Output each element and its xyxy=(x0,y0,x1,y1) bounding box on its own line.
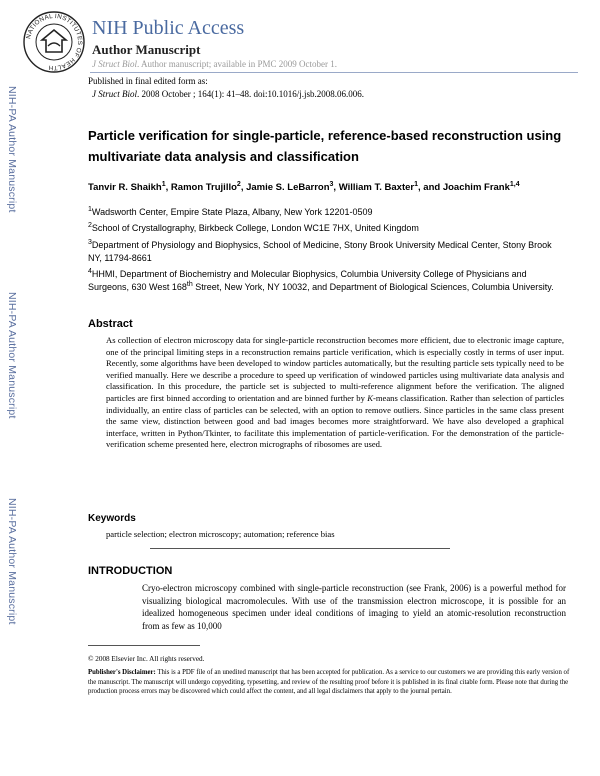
header-divider xyxy=(90,72,578,73)
author-name: Tanvir R. Shaikh xyxy=(88,182,162,193)
author-name: Jamie S. LeBarron xyxy=(246,182,330,193)
introduction-heading: INTRODUCTION xyxy=(88,565,173,577)
logo-ring-text: NATIONAL INSTITUTES OF HEALTH xyxy=(25,12,84,72)
affiliation-1 xyxy=(88,206,558,219)
sidebar-label-top: NIH-PA Author Manuscript xyxy=(6,86,18,213)
nih-public-access-title: NIH Public Access xyxy=(92,17,245,39)
author-affiliation-mark: 1,4 xyxy=(509,180,520,188)
affiliation-number: 2 xyxy=(88,222,92,229)
paper-title: Particle verification for single-particle, reference-based reconstruction using multivariate data analysis and classification xyxy=(88,128,562,164)
copyright-notice: © 2008 Elsevier Inc. All rights reserved. xyxy=(88,655,205,663)
introduction-body: Cryo-electron microscopy combined with single-particle reconstruction (see Frank, 2006) is a powerful method for visualizing biological macromolecules. With use of the transmission electron microscope, it is possible for an idealized homogeneous specimen under ideal conditions of imaging to yield an atomic-resolution reconstruction from as few as 10,000 xyxy=(142,583,566,631)
header-journal-abbrev: J Struct Biol xyxy=(92,59,137,69)
affiliation-text: School of Crystallography, Birkbeck College, London WC1E 7HX, United Kingdom xyxy=(91,223,419,233)
affiliation-number: 4 xyxy=(88,268,92,275)
affiliation-3 xyxy=(88,239,558,265)
affiliation-4 xyxy=(88,268,558,294)
header-journal-note xyxy=(92,59,337,69)
publication-journal: J Struct Biol xyxy=(92,89,137,99)
affiliation-text: Department of Physiology and Biophysics, School of Medicine, Stony Brook University Medical Center, Stony Brook NY, 11794-8661 xyxy=(88,240,552,263)
footnote-divider xyxy=(88,645,200,646)
keywords-divider xyxy=(150,548,450,549)
abstract-text-continued: -means classification. Rather than selection of particles individually, an entire class of particles can be selected, with an option to remove outliers. Since particles in the same class present the same view, distinction between good and bad images becomes more straightforward. We have also developed a graphical interface, written in Python/Tkinter, to facilitate this implementation of particle-verification. For the demonstration of the particle-verification scheme presented here, electron micrographs of ribosomes are used. xyxy=(106,392,565,450)
abstract-text: As collection of electron microscopy data for single-particle reconstruction becomes more efficient, due to electronic image capture, one of the principal limiting steps in a reconstruction remains particle verification, which is especially costly in terms of user input. Recently, some algorithms have been developed to window particles automatically, but the resulting particle sets typically need to be verified manually. Here we describe a procedure to speed up verification of windowed particles using multivariate data analysis and classification. In this procedure, the particle set is subjected to multi-reference alignment before the verification. The aligned particles are first binned according to orientation and are binned further by xyxy=(106,335,564,403)
svg-text:NATIONAL INSTITUTES OF HEALTH xyxy=(25,13,83,71)
sidebar-label-bottom: NIH-PA Author Manuscript xyxy=(6,498,18,625)
disclaimer-text: This is a PDF file of an unedited manuscript that has been accepted for publication. As a service to our customers we are providing this early version of the manuscript. The manuscript will undergo copyediting, typesetting, and review of the resulting proof before it is published in its final citable form. Please note that during the production process errors may be discovered which could affect the content, and all legal disclaimers that apply to the journal pertain. xyxy=(88,669,570,696)
author-affiliation-mark: 1 xyxy=(161,180,166,188)
publication-details: . 2008 October ; 164(1): 41–48. doi:10.1016/j.jsb.2008.06.006. xyxy=(137,89,364,99)
abstract-italic-k: K xyxy=(367,392,373,403)
abstract-body xyxy=(106,335,564,451)
affiliation-number: 3 xyxy=(88,239,92,246)
publication-citation xyxy=(92,89,364,99)
keywords-list: particle selection; electron microscopy; automation; reference bias xyxy=(106,529,335,539)
author-affiliation-mark: 1 xyxy=(414,180,419,188)
author-name: William T. Baxter xyxy=(338,182,415,193)
author-separator: , and xyxy=(418,182,443,193)
publisher-disclaimer xyxy=(88,668,576,697)
affiliation-text: Wadsworth Center, Empire State Plaza, Albany, New York 12201-0509 xyxy=(91,207,373,217)
keywords-heading: Keywords xyxy=(88,513,136,524)
author-name: Ramon Trujillo xyxy=(170,182,237,193)
author-manuscript-label: Author Manuscript xyxy=(92,42,201,57)
author-separator: , xyxy=(240,182,247,193)
author-list xyxy=(88,181,558,194)
author-affiliation-mark: 2 xyxy=(236,180,241,188)
published-in-label: Published in final edited form as: xyxy=(88,76,208,86)
author-affiliation-mark: 3 xyxy=(329,180,334,188)
sidebar-label-middle: NIH-PA Author Manuscript xyxy=(6,292,18,419)
disclaimer-label: Publisher's Disclaimer: xyxy=(88,669,156,676)
abstract-heading: Abstract xyxy=(88,318,133,330)
author-separator: , xyxy=(165,182,171,193)
ordinal-suffix: th xyxy=(186,281,193,288)
nih-logo-icon xyxy=(22,10,86,74)
affiliation-text-continued: Street, New York, NY 10032, and Department of Biological Sciences, Columbia University. xyxy=(192,282,554,292)
affiliation-2 xyxy=(88,222,558,235)
affiliation-number: 1 xyxy=(88,206,92,213)
affiliation-text: HHMI, Department of Biochemistry and Molecular Biophysics, Columbia University College of Physicians and Surgeons, 630 West 168 xyxy=(88,269,527,292)
author-name: Joachim Frank xyxy=(442,182,510,193)
author-separator: , xyxy=(333,182,339,193)
header-journal-availability: . Author manuscript; available in PMC 2009 October 1. xyxy=(137,59,337,69)
